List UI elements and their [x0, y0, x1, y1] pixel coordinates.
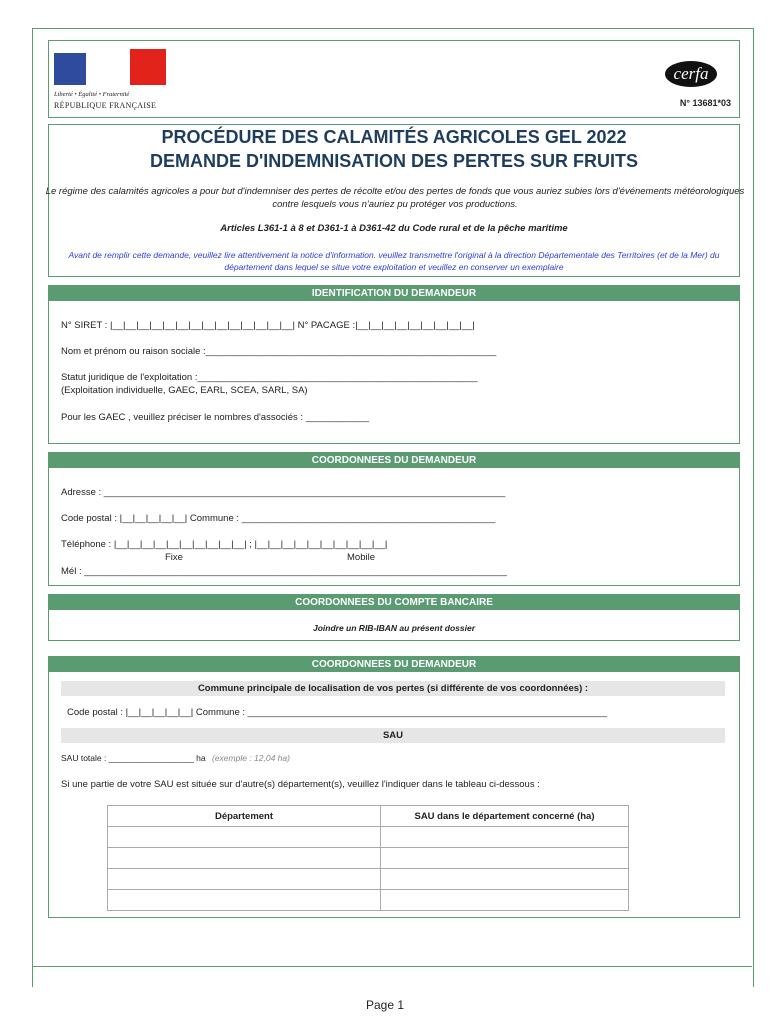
sau-question: Si une partie de votre SAU est située sur d'autre(s) département(s), veuillez l'indiquer dans le tableau ci-dessous : — [61, 779, 540, 790]
banque-section — [48, 594, 740, 641]
table-cell[interactable] — [381, 869, 629, 890]
identification-section — [48, 285, 740, 444]
code-postal-field[interactable]: Code postal : |__|__|__|__|__| Commune : ________________________________________________ — [61, 513, 496, 524]
intro-text: Le régime des calamités agricoles a pour but d'indemniser des pertes de récolte et/ou des pertes de fonds que vous auriez subies lors d'événements météorologiques contre lesquels vous n'auriez pu protéger vos productions. — [45, 186, 745, 210]
sau-hint: (exemple : 12,04 ha) — [212, 753, 290, 763]
telephone-field[interactable]: Téléphone : |__|__|__|__|__|__|__|__|__|__| ; |__|__|__|__|__|__|__|__|__|__| — [61, 539, 388, 550]
statut-hint: (Exploitation individuelle, GAEC, EARL, SCEA, SARL, SA) — [61, 385, 308, 396]
title-box — [45, 124, 745, 277]
coordonnees-section — [48, 452, 740, 586]
sau-totale-label: SAU totale : __________________ ha — [61, 753, 206, 763]
loc-code-postal-field[interactable]: Code postal : |__|__|__|__|__| Commune : ____________________________________________________________________ — [67, 707, 607, 718]
title-line-2: DEMANDE D'INDEMNISATION DES PERTES SUR FRUITS — [150, 151, 638, 171]
siret-field[interactable]: N° SIRET : |__|__|__|__|__|__|__|__|__|__|__|__|__|__| N° PACAGE :|__|__|__|__|__|__|__|__|__| — [61, 320, 475, 331]
mobile-label: Mobile — [347, 552, 375, 563]
table-cell[interactable] — [381, 827, 629, 848]
table-row — [108, 827, 629, 848]
republique-label: RÉPUBLIQUE FRANÇAISE — [54, 101, 157, 110]
table-row — [108, 848, 629, 869]
cerfa-logo: cerfa — [665, 61, 717, 87]
sau-totale-field[interactable] — [61, 753, 290, 763]
email-field[interactable]: Mél : ________________________________________________________________________________ — [61, 566, 507, 577]
section-heading: IDENTIFICATION DU DEMANDEUR — [49, 286, 739, 301]
table-cell[interactable] — [108, 890, 381, 911]
notice-text: Avant de remplir cette demande, veuillez lire attentivement la notice d'information. veuillez transmettre l'original à la direction Départementale des Territoires (et de la Mer) du département dans lequel se situe votre exploitation et veuillez en conserver un exemplaire — [68, 250, 720, 272]
gaec-associates-field[interactable]: Pour les GAEC , veuillez préciser le nombres d'associés : ____________ — [61, 412, 370, 423]
marianne-flag-icon — [54, 49, 166, 87]
header-box — [48, 40, 740, 118]
table-cell[interactable] — [381, 848, 629, 869]
republique-logo — [54, 49, 166, 109]
localisation-section — [48, 656, 740, 918]
adresse-field[interactable]: Adresse : ____________________________________________________________________________ — [61, 487, 506, 498]
table-row — [108, 890, 629, 911]
section-heading: COORDONNEES DU DEMANDEUR — [49, 453, 739, 468]
table-cell[interactable] — [381, 890, 629, 911]
col-sau-departement: SAU dans le département concerné (ha) — [381, 806, 629, 827]
sau-heading: SAU — [61, 728, 725, 743]
frame-divider — [32, 966, 752, 967]
section-heading: COORDONNEES DU COMPTE BANCAIRE — [49, 595, 739, 610]
table-cell[interactable] — [108, 827, 381, 848]
table-cell[interactable] — [108, 869, 381, 890]
cerfa-number: N° 13681*03 — [679, 98, 731, 108]
motto: Liberté • Égalité • Fraternité — [54, 91, 130, 98]
section-heading: COORDONNEES DU DEMANDEUR — [49, 657, 739, 672]
statut-field[interactable]: Statut juridique de l'exploitation :_____________________________________________________ — [61, 372, 478, 383]
col-departement: Département — [108, 806, 381, 827]
rib-instruction: Joindre un RIB-IBAN au présent dossier — [313, 623, 475, 633]
page-number: Page 1 — [365, 998, 405, 1012]
articles-reference: Articles L361-1 à 8 et D361-1 à D361-42 du Code rural et de la pêche maritime — [220, 223, 568, 234]
fixe-label: Fixe — [165, 552, 183, 563]
title-line-1: PROCÉDURE DES CALAMITÉS AGRICOLES GEL 2022 — [161, 127, 627, 147]
sau-table — [107, 805, 629, 911]
page-title — [49, 125, 739, 173]
table-row — [108, 869, 629, 890]
localisation-subheading: Commune principale de localisation de vos pertes (si différente de vos coordonnées) : — [61, 681, 725, 696]
name-field[interactable]: Nom et prénom ou raison sociale :_______________________________________________________ — [61, 346, 497, 357]
table-cell[interactable] — [108, 848, 381, 869]
